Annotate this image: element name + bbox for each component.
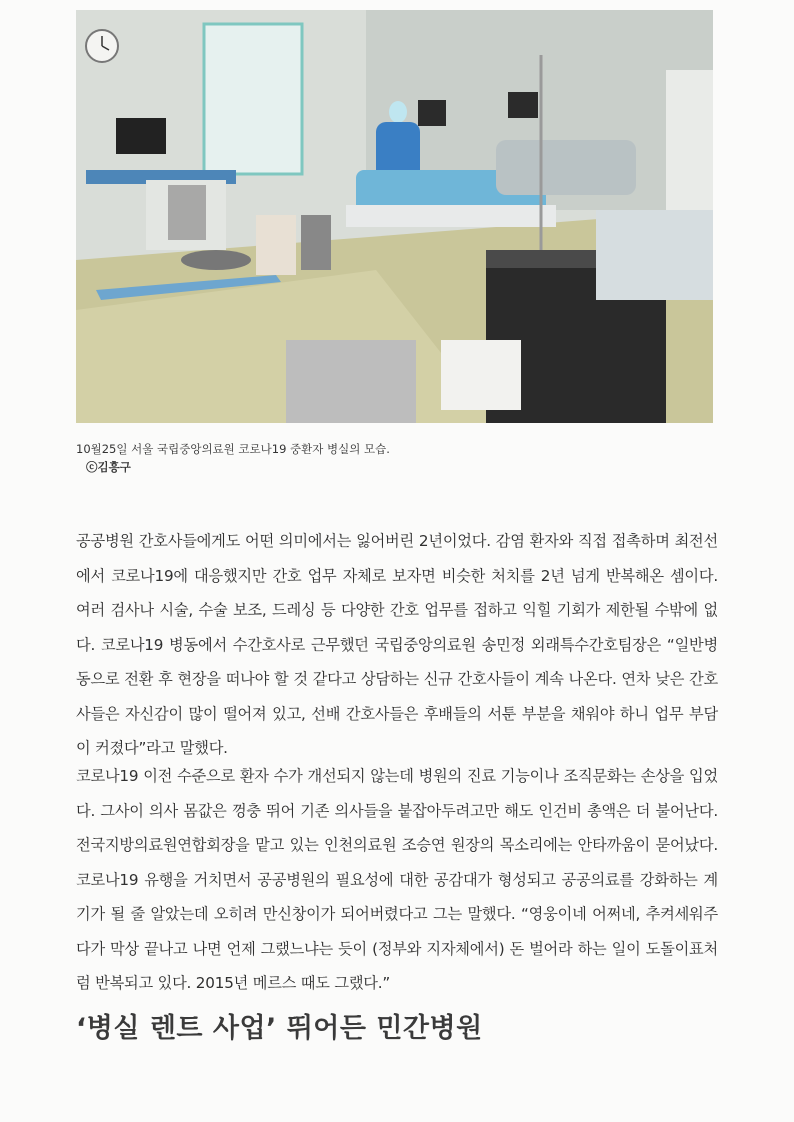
hospital-room-photo xyxy=(76,10,713,423)
photo-credit: ⓒ김흥구 xyxy=(86,460,131,474)
photo-caption xyxy=(76,440,716,476)
article-paragraph-1: 공공병원 간호사들에게도 어떤 의미에서는 잃어버린 2년이었다. 감염 환자와 직접 접촉하며 최전선에서 코로나19에 대응했지만 간호 업무 자체로 보자면 비슷한 처치를 2년 넘게 반복해온 셈이다. 여러 검사나 시술, 수술 보조, 드레싱 등 다양한 간호 업무를 접하고 익힐 기회가 제한될 수밖에 없다. 코로나19 병동에서 수간호사로 근무했던 국립중앙의료원 송민정 외래특수간호팀장은 “일반병동으로 전환 후 현장을 떠나야 할 것 같다고 상담하는 신규 간호사들이 계속 나온다. 연차 낮은 간호사들은 자신감이 많이 떨어져 있고, 선배 간호사들은 후배들의 서툰 부분을 채워야 하니 업무 부담이 커졌다”라고 말했다. xyxy=(76,532,718,757)
article-paragraph-2: 코로나19 이전 수준으로 환자 수가 개선되지 않는데 병원의 진료 기능이나 조직문화는 손상을 입었다. 그사이 의사 몸값은 껑충 뛰어 기존 의사들을 붙잡아두려고만 해도 인건비 총액은 더 불어난다. 전국지방의료원연합회장을 맡고 있는 인천의료원 조승연 원장의 목소리에는 안타까움이 묻어났다. 코로나19 유행을 거치면서 공공병원의 필요성에 대한 공감대가 형성되고 공공의료를 강화하는 계기가 될 줄 알았는데 오히려 만신창이가 되어버렸다고 그는 말했다. “영웅이네 어쩌네, 추켜세워주다가 막상 끝나고 나면 언제 그랬느냐는 듯이 (정부와 지자체에서) 돈 벌어라 하는 일이 도돌이표처럼 반복되고 있다. 2015년 메르스 때도 그랬다.” xyxy=(76,767,718,992)
section-heading: ‘병실 렌트 사업’ 뛰어든 민간병원 xyxy=(76,1013,483,1044)
caption-text: 10월25일 서울 국립중앙의료원 코로나19 중환자 병실의 모습. xyxy=(76,442,390,456)
